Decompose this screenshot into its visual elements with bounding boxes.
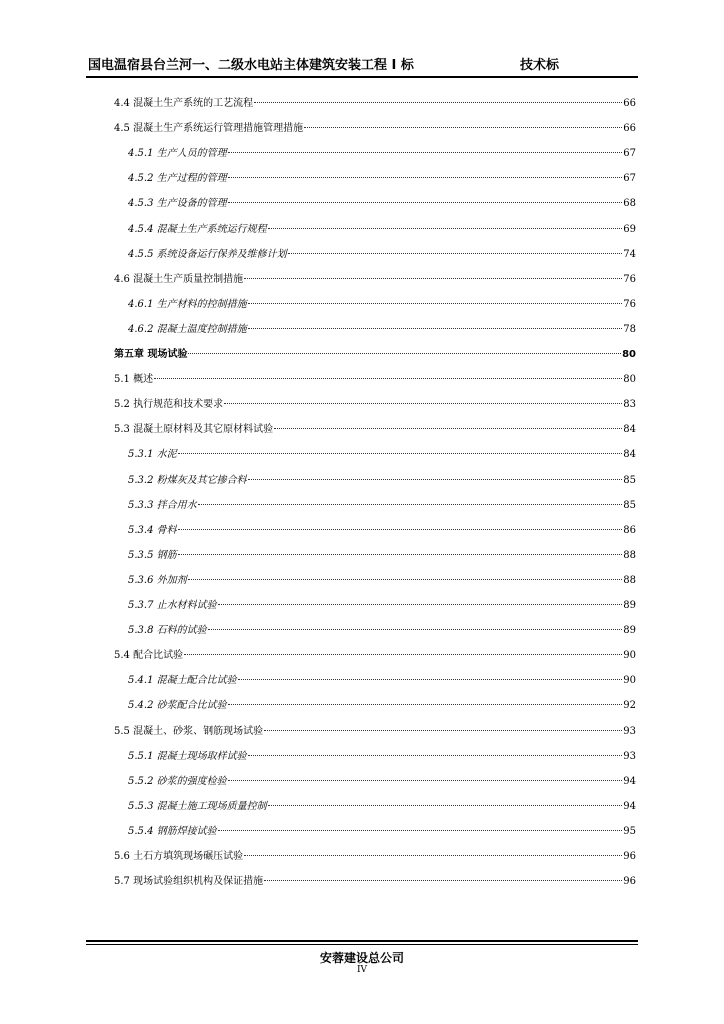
toc-entry[interactable]	[128, 447, 636, 463]
toc-entry-page: 96	[623, 851, 636, 862]
toc-dot-leader	[248, 303, 623, 304]
toc-entry-title: 5.5 混凝土、砂浆、钢筋现场试验	[114, 726, 264, 737]
company-name: 安蓉建设总公司	[319, 951, 404, 965]
toc-entry[interactable]	[128, 698, 636, 714]
toc-entry[interactable]	[114, 96, 636, 112]
toc-entry-title: 第五章 现场试验	[114, 349, 188, 360]
toc-entry[interactable]	[114, 874, 636, 890]
toc-dot-leader	[228, 177, 623, 178]
toc-entry[interactable]	[128, 548, 636, 564]
toc-dot-leader	[188, 579, 623, 580]
toc-dot-leader	[264, 880, 622, 881]
toc-entry[interactable]	[128, 146, 636, 162]
toc-entry-title: 5.4 配合比试验	[114, 650, 184, 661]
toc-entry-page: 67	[623, 173, 636, 184]
toc-dot-leader	[228, 152, 623, 153]
toc-dot-leader	[178, 529, 623, 530]
toc-entry-title: 5.5.2 砂浆的强度检验	[128, 776, 227, 787]
toc-entry[interactable]	[128, 623, 636, 639]
toc-entry[interactable]	[128, 523, 636, 539]
toc-entry-page: 86	[623, 525, 636, 536]
toc-dot-leader	[178, 453, 623, 454]
toc-entry-title: 5.3.5 钢筋	[128, 550, 177, 561]
toc-entry[interactable]	[128, 498, 636, 514]
toc-entry-title: 4.5.1 生产人员的管理	[128, 148, 227, 159]
toc-entry-title: 5.6 土石方填筑现场碾压试验	[114, 851, 244, 862]
toc-entry[interactable]	[128, 824, 636, 840]
toc-entry[interactable]	[128, 171, 636, 187]
toc-entry[interactable]	[128, 196, 636, 212]
toc-entry-page: 80	[623, 374, 636, 385]
toc-dot-leader	[238, 679, 623, 680]
toc-entry-page: 74	[623, 249, 636, 260]
toc-entry-page: 69	[623, 224, 636, 235]
toc-entry-page: 93	[623, 726, 636, 737]
toc-entry[interactable]	[128, 673, 636, 689]
toc-entry-page: 89	[623, 600, 636, 611]
toc-entry-title: 4.6 混凝土生产质量控制措施	[114, 274, 244, 285]
toc-entry-page: 88	[623, 550, 636, 561]
footer-divider-thin	[86, 944, 638, 945]
toc-dot-leader	[218, 604, 623, 605]
toc-entry[interactable]	[114, 372, 636, 388]
toc-dot-leader	[304, 127, 622, 128]
toc-dot-leader	[268, 805, 623, 806]
toc-entry-page: 78	[623, 324, 636, 335]
toc-entry[interactable]	[128, 598, 636, 614]
toc-entry[interactable]	[128, 222, 636, 238]
toc-entry[interactable]	[114, 347, 636, 363]
toc-entry-page: 85	[623, 475, 636, 486]
toc-entry-page: 68	[623, 198, 636, 209]
toc-entry-page: 66	[623, 123, 636, 134]
toc-entry-page: 85	[623, 500, 636, 511]
toc-entry-title: 5.2 执行规范和技术要求	[114, 399, 224, 410]
toc-entry-title: 4.4 混凝土生产系统的工艺流程	[114, 98, 254, 109]
toc-entry-title: 5.3.8 石料的试验	[128, 625, 207, 636]
toc-entry-title: 5.3.3 拌合用水	[128, 500, 197, 511]
footer-divider	[86, 940, 638, 942]
toc-entry[interactable]	[114, 724, 636, 740]
toc-entry[interactable]	[128, 322, 636, 338]
toc-dot-leader	[254, 102, 622, 103]
toc-entry[interactable]	[114, 121, 636, 137]
toc-entry-page: 88	[623, 575, 636, 586]
toc-entry[interactable]	[128, 247, 636, 263]
toc-dot-leader	[228, 704, 623, 705]
toc-entry-page: 90	[623, 675, 636, 686]
toc-entry-title: 5.3 混凝土原材料及其它原材料试验	[114, 424, 274, 435]
toc-entry[interactable]	[128, 799, 636, 815]
toc-dot-leader	[228, 780, 623, 781]
toc-entry-page: 94	[623, 776, 636, 787]
toc-dot-leader	[248, 755, 623, 756]
toc-dot-leader	[224, 403, 622, 404]
toc-dot-leader	[244, 278, 622, 279]
toc-entry-page: 94	[623, 801, 636, 812]
toc-entry[interactable]	[114, 648, 636, 664]
toc-entry-title: 4.5.4 混凝土生产系统运行规程	[128, 224, 267, 235]
toc-dot-leader	[244, 855, 622, 856]
toc-entry-page: 93	[623, 751, 636, 762]
toc-dot-leader	[268, 228, 623, 229]
toc-entry[interactable]	[128, 749, 636, 765]
toc-entry-page: 76	[623, 274, 636, 285]
toc-dot-leader	[178, 554, 623, 555]
toc-dot-leader	[208, 629, 623, 630]
toc-entry[interactable]	[128, 774, 636, 790]
toc-dot-leader	[288, 253, 623, 254]
page-header	[86, 50, 638, 78]
toc-entry-title: 5.3.6 外加剂	[128, 575, 187, 586]
toc-entry-page: 80	[622, 349, 636, 360]
project-title: 国电温宿县台兰河一、二级水电站主体建筑安装工程 I 标	[88, 58, 414, 73]
toc-entry-page: 67	[623, 148, 636, 159]
toc-entry-title: 4.6.2 混凝土温度控制措施	[128, 324, 247, 335]
toc-dot-leader	[188, 353, 621, 354]
toc-entry-title: 4.5.2 生产过程的管理	[128, 173, 227, 184]
toc-entry-title: 5.5.3 混凝土施工现场质量控制	[128, 801, 267, 812]
toc-entry-page: 66	[623, 98, 636, 109]
toc-entry[interactable]	[128, 473, 636, 489]
toc-entry-page: 92	[623, 700, 636, 711]
toc-dot-leader	[228, 202, 623, 203]
toc-entry-title: 5.3.7 止水材料试验	[128, 600, 217, 611]
toc-entry[interactable]	[114, 422, 636, 438]
toc-dot-leader	[218, 830, 623, 831]
toc-entry-page: 76	[623, 299, 636, 310]
toc-entry[interactable]	[114, 272, 636, 288]
toc-entry-page: 89	[623, 625, 636, 636]
toc-entry-title: 4.5.5 系统设备运行保养及维修计划	[128, 249, 287, 260]
toc-entry[interactable]	[114, 397, 636, 413]
toc-entry-page: 83	[623, 399, 636, 410]
toc-entry-title: 5.3.2 粉煤灰及其它掺合料	[128, 475, 247, 486]
toc-dot-leader	[184, 654, 622, 655]
toc-entry-page: 84	[623, 449, 636, 460]
toc-entry-title: 5.4.1 混凝土配合比试验	[128, 675, 237, 686]
toc-entry-title: 5.1 概述	[114, 374, 154, 385]
toc-entry-page: 95	[623, 826, 636, 837]
document-type: 技术标	[520, 58, 560, 73]
toc-entry-title: 5.5.1 混凝土现场取样试验	[128, 751, 247, 762]
page-number: IV	[356, 965, 368, 975]
toc-entry-title: 5.5.4 钢筋焊接试验	[128, 826, 217, 837]
toc-entry-title: 4.5.3 生产设备的管理	[128, 198, 227, 209]
toc-dot-leader	[154, 378, 622, 379]
toc-entry-title: 4.6.1 生产材料的控制措施	[128, 299, 247, 310]
toc-entry[interactable]	[114, 849, 636, 865]
toc-entry[interactable]	[128, 573, 636, 589]
toc-entry[interactable]	[128, 297, 636, 313]
toc-entry-title: 5.3.1 水泥	[128, 449, 177, 460]
toc-entry-title: 5.7 现场试验组织机构及保证措施	[114, 876, 264, 887]
toc-entry-title: 5.4.2 砂浆配合比试验	[128, 700, 227, 711]
toc-entry-page: 90	[623, 650, 636, 661]
toc-entry-page: 84	[623, 424, 636, 435]
toc-dot-leader	[264, 730, 622, 731]
toc-entry-page: 96	[623, 876, 636, 887]
toc-entry-title: 4.5 混凝土生产系统运行管理措施管理措施	[114, 123, 304, 134]
toc-dot-leader	[248, 479, 623, 480]
toc-dot-leader	[248, 328, 623, 329]
toc-entry-title: 5.3.4 骨料	[128, 525, 177, 536]
toc-dot-leader	[274, 428, 622, 429]
toc-dot-leader	[198, 504, 623, 505]
